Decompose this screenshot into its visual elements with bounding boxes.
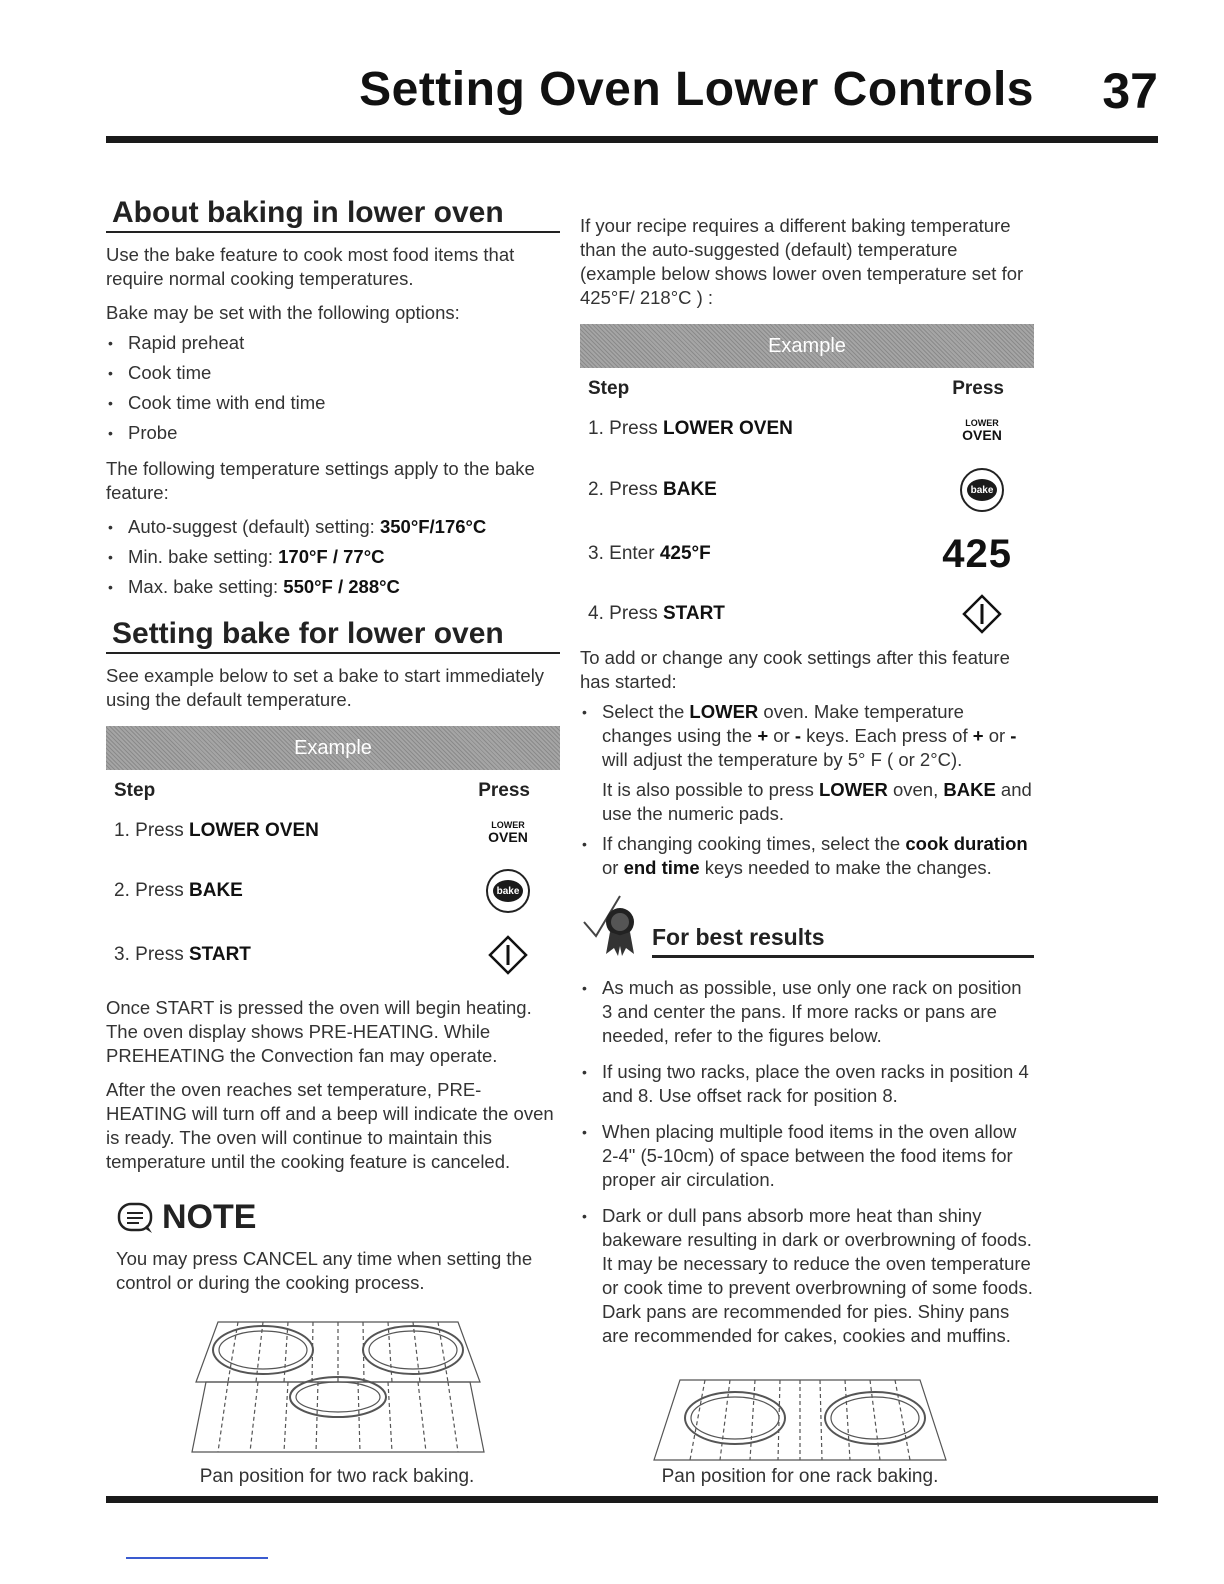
footer-divider (106, 1496, 1158, 1503)
lower-oven-key-icon: LOWER OVEN (962, 418, 1002, 443)
table-row: 3. Press START (106, 922, 560, 988)
table-row: 3. Enter 425°F 425 (588, 531, 1012, 576)
best-results-header (580, 892, 1034, 958)
list-item: • If changing cooking times, select the cook duration or end time keys needed to make the changes. (580, 832, 1034, 880)
left-column (106, 196, 560, 1305)
table-row: 2. Press BAKE bake (580, 458, 1034, 522)
one-rack-illustration (650, 1376, 950, 1466)
options-list (106, 331, 560, 445)
list-item: • Cook time with end time (106, 391, 560, 415)
example-steps-table (106, 776, 560, 988)
start-key-icon (488, 935, 528, 975)
table-row: 1. Press LOWER OVEN LOWER OVEN (588, 418, 1002, 443)
page-title: Setting Oven Lower Controls (359, 63, 1034, 116)
note-icon (116, 1201, 156, 1235)
list-item: • As much as possible, use only one rack on position 3 and center the pans. If more racks or pans are needed, refer to the figures below. (580, 976, 1034, 1048)
step-table-header: Step Press (588, 378, 1004, 399)
right-column (580, 214, 1034, 1360)
list-item: • Max. bake setting: 550°F / 288°C (106, 575, 560, 599)
change-list (580, 700, 1034, 880)
award-ribbon-icon (580, 892, 644, 958)
lower-oven-key-icon: LOWER OVEN (488, 820, 528, 845)
temps-list (106, 515, 560, 599)
temps-intro: The following temperature settings apply to the bake feature: (106, 458, 535, 503)
about-heading: About baking in lower oven (106, 196, 560, 233)
setting-intro: See example below to set a bake to start immediately using the default temperature. (106, 665, 545, 710)
about-intro: Use the bake feature to cook most food items that require normal cooking temperatures. (106, 244, 515, 289)
bake-key-icon: bake (960, 468, 1004, 512)
list-item: • Cook time (106, 361, 560, 385)
list-item: • Rapid preheat (106, 331, 560, 355)
after-temp-text: After the oven reaches set temperature, PRE-HEATING will turn off and a beep will indicate the oven is ready. The oven will continue to maintain this temperature until the cooking feature is canceled. (106, 1079, 554, 1172)
two-rack-caption: Pan position for two rack baking. (199, 1466, 475, 1487)
options-intro: Bake may be set with the following options: (106, 302, 460, 323)
list-item: • Auto-suggest (default) setting: 350°F/176°C (106, 515, 560, 539)
note-header: NOTE (116, 1198, 560, 1237)
change-intro: To add or change any cook settings after this feature has started: (580, 647, 1010, 692)
list-item: • Select the LOWER oven. Make temperature changes using the + or - keys. Each press of + or - will adjust the temperature by 5° F ( or 2°C). It is also possible to press LOWER oven, BAKE and use the numeric pads. (580, 700, 1034, 826)
bake-key-icon: bake (486, 869, 530, 913)
right-intro: If your recipe requires a different baking temperature than the auto-suggested (default) temperature (example below shows lower oven temperature set for 425°F/ 218°C ) : (580, 215, 1024, 308)
table-row: 2. Press BAKE bake (106, 860, 560, 922)
list-item: • When placing multiple food items in the oven allow 2-4" (5-10cm) of space between the food items for proper air circulation. (580, 1120, 1034, 1192)
list-item: • Dark or dull pans absorb more heat than shiny bakeware resulting in dark or overbrowning of foods. It may be necessary to reduce the oven temperature or cook time to prevent overbrowning of some foods. Dark pans are recommended for pies. Shiny pans are recommended for cakes, cookies and muffins. (580, 1204, 1034, 1348)
list-item: • Min. bake setting: 170°F / 77°C (106, 545, 560, 569)
header-divider (106, 136, 1158, 143)
best-results-title: For best results (652, 924, 825, 950)
table-row: 4. Press START (580, 586, 1034, 642)
table-row: 1. Press LOWER OVEN LOWER OVEN (114, 820, 528, 845)
list-item: • Probe (106, 421, 560, 445)
after-start-text: Once START is pressed the oven will begin heating. The oven display shows PRE-HEATING. While PREHEATING the Convection fan may operate. (106, 997, 532, 1066)
note-text: You may press CANCEL any time when setting the control or during the cooking process. (116, 1248, 533, 1293)
temperature-display: 425 (942, 531, 1012, 576)
two-rack-illustration (188, 1302, 488, 1462)
setting-heading: Setting bake for lower oven (106, 617, 560, 654)
example-steps-table (580, 374, 1034, 642)
page-number: 37 (1102, 63, 1158, 119)
step-table-header: Step Press (114, 780, 530, 801)
example-bar: Example (106, 726, 560, 770)
start-key-icon (962, 594, 1002, 634)
best-results-list (580, 976, 1034, 1348)
list-item: • If using two racks, place the oven racks in position 4 and 8. Use offset rack for position 8. (580, 1060, 1034, 1108)
one-rack-caption: Pan position for one rack baking. (661, 1466, 939, 1487)
example-bar: Example (580, 324, 1034, 368)
footer-link-line (126, 1557, 268, 1559)
